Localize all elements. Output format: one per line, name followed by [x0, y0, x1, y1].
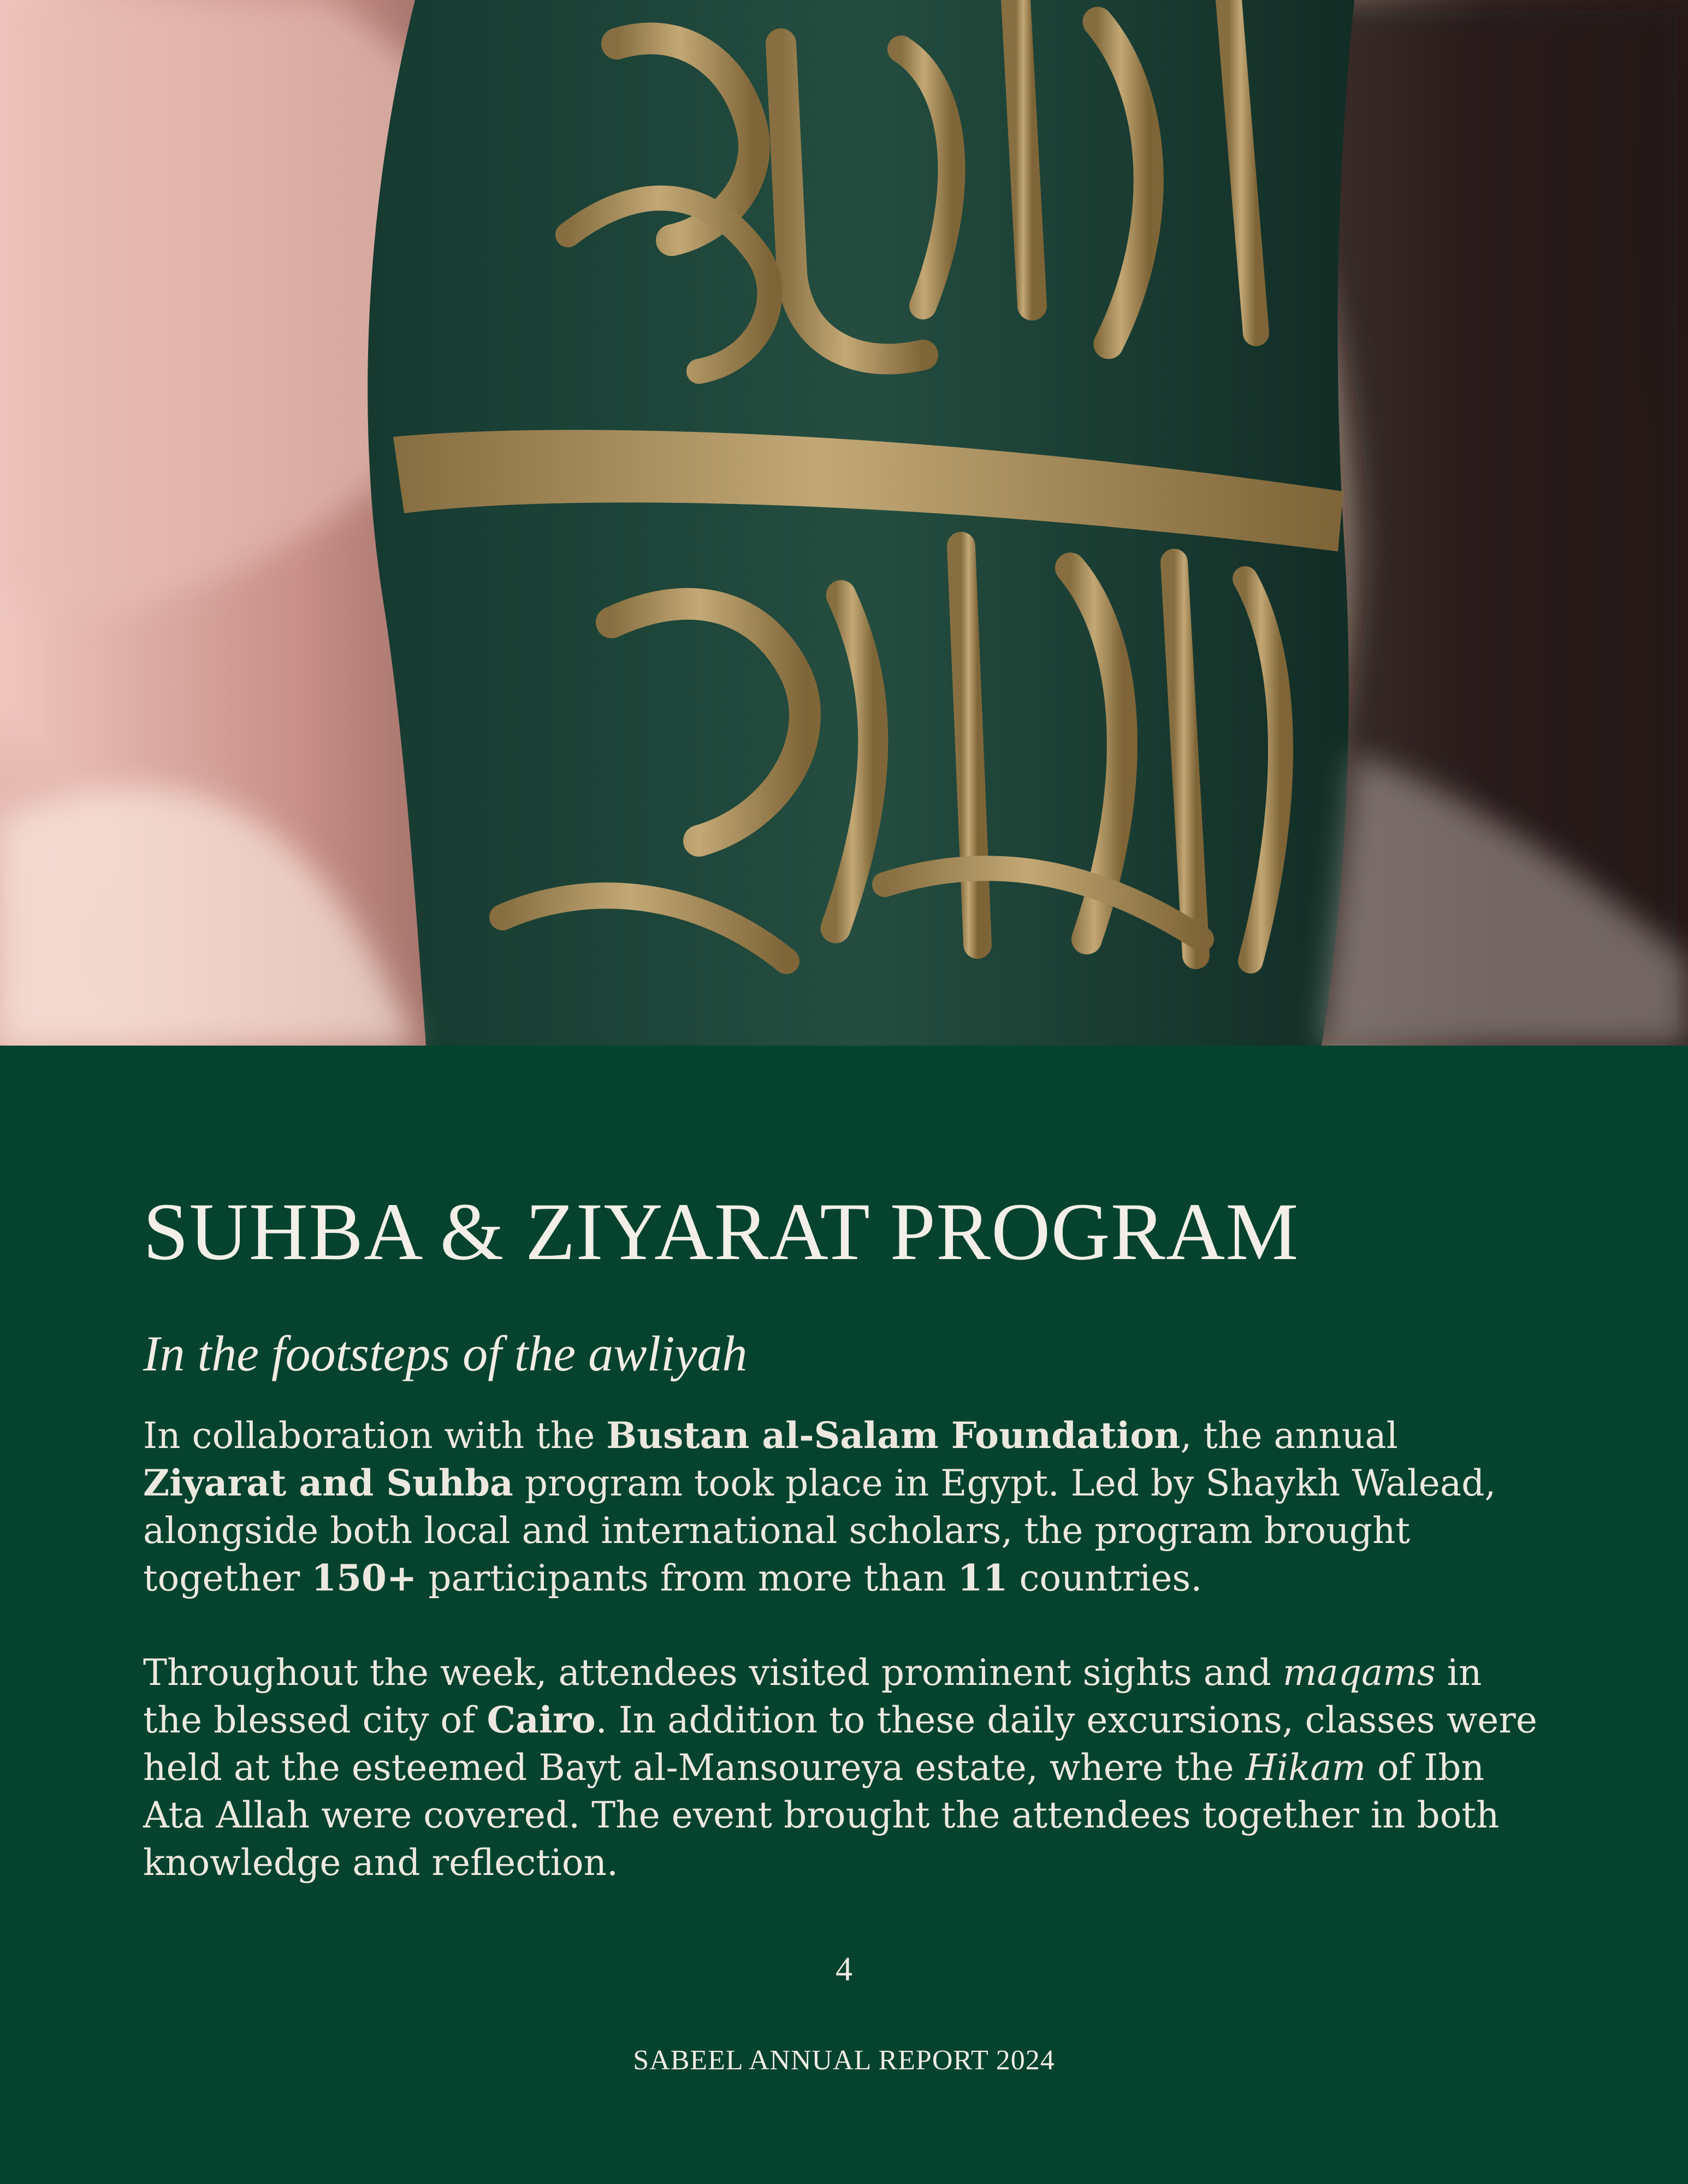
page-title: SUHBA & ZIYARAT PROGRAM: [143, 1186, 1299, 1277]
paragraph-text: of Ibn Ata Allah were covered. The event brought the attendees together in both knowledge and reflection.: [143, 1747, 1500, 1884]
paragraph-text: program took place in Egypt. Led by Shaykh Walead, alongside both local and international scholars, the program brought together: [143, 1462, 1496, 1600]
paragraph-text: , the annual: [1180, 1415, 1398, 1457]
paragraph-text: in the blessed city of: [143, 1652, 1482, 1742]
paragraph-text: Throughout the week, attendees visited prominent sights and: [143, 1652, 1283, 1694]
program-content: [143, 1188, 1541, 1886]
city-name: Cairo: [487, 1699, 596, 1742]
paragraph-text: In collaboration with the: [143, 1415, 607, 1457]
calligraphy-photo-icon: [0, 0, 1688, 1046]
paragraph-text: participants from more than: [417, 1557, 958, 1600]
country-count: 11: [957, 1557, 1008, 1600]
details-paragraph: [143, 1649, 1541, 1886]
hero-photo: [0, 0, 1688, 1046]
paragraph-text: countries.: [1008, 1557, 1203, 1600]
foundation-name: Bustan al-Salam Foundation: [606, 1414, 1181, 1457]
footer-text: SABEEL ANNUAL REPORT 2024: [633, 2045, 1055, 2076]
intro-paragraph: [143, 1412, 1541, 1602]
maqams-term: maqams: [1282, 1652, 1436, 1694]
paragraph-text: . In addition to these daily excursions, classes were held at the esteemed Bayt al-Mansoureya estate, where the: [143, 1699, 1537, 1789]
participant-count: 150+: [311, 1557, 417, 1600]
page-number: 4: [836, 1951, 852, 1988]
page-subtitle: In the footsteps of the awliyah: [143, 1326, 748, 1381]
program-name: Ziyarat and Suhba: [143, 1462, 513, 1505]
hikam-term: Hikam: [1245, 1747, 1366, 1789]
